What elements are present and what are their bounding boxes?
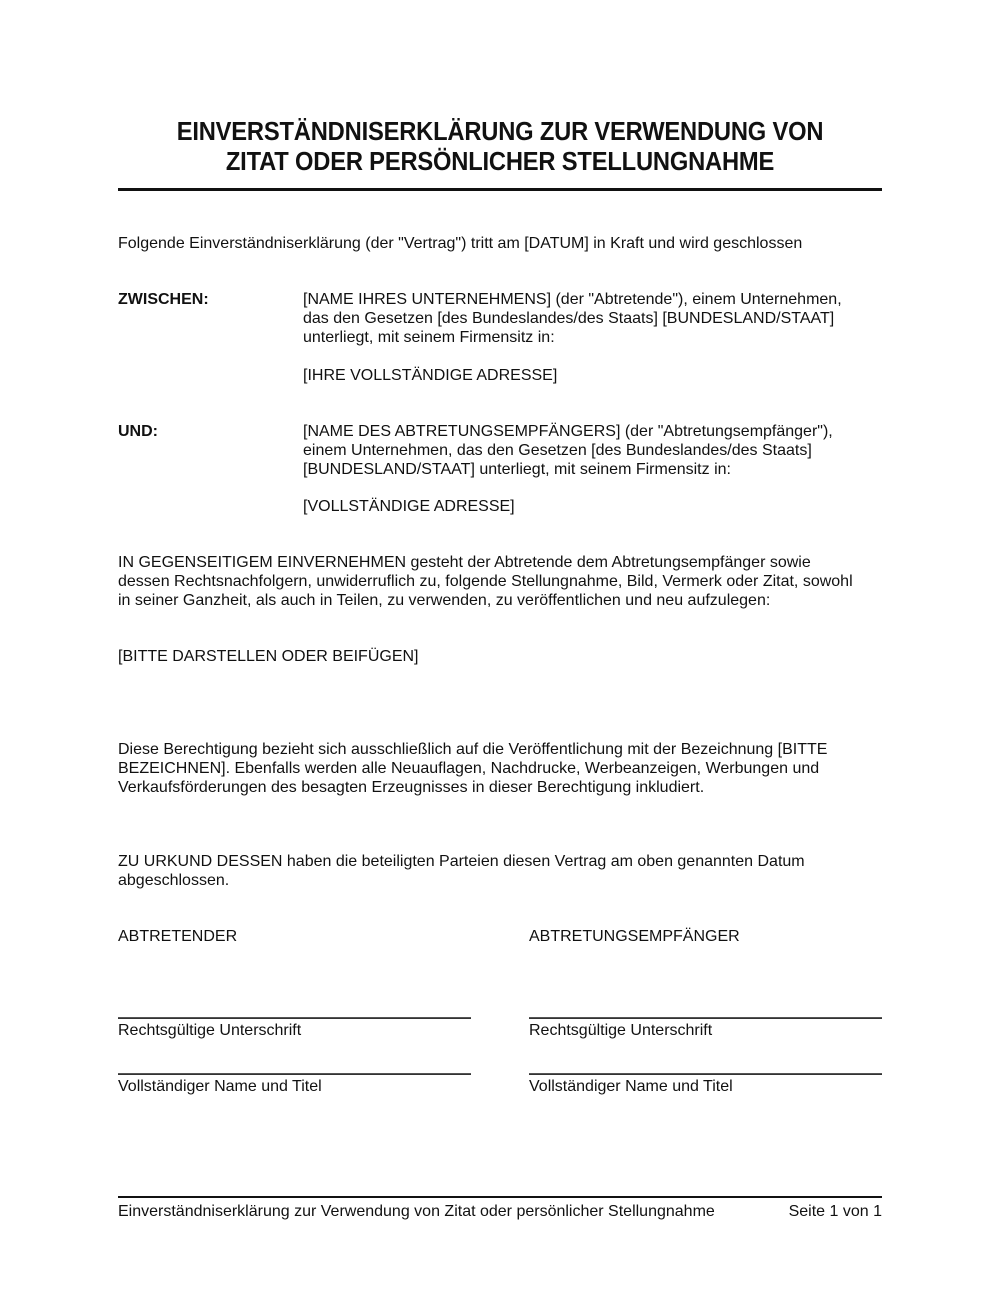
scope-line: Verkaufsförderungen des besagten Erzeugnisses in dieser Berechtigung inkludiert.: [118, 779, 705, 796]
witness-line: abgeschlossen.: [118, 872, 230, 889]
name-line-assignor[interactable]: [118, 1073, 471, 1075]
title-divider: [118, 188, 882, 191]
scope-line: BEZEICHNEN]. Ebenfalls werden alle Neuauflagen, Nachdrucke, Werbeanzeigen, Werbungen und: [118, 760, 820, 777]
party1-address: [IHRE VOLLSTÄNDIGE ADRESSE]: [303, 367, 558, 384]
signature-label: Rechtsgültige Unterschrift: [529, 1022, 713, 1039]
document-title: [145, 117, 856, 177]
document-page: [118, 0, 882, 1290]
party2-label: UND:: [118, 423, 158, 440]
attach-placeholder: [BITTE DARSTELLEN ODER BEIFÜGEN]: [118, 648, 419, 665]
party2-line: [NAME DES ABTRETUNGSEMPFÄNGERS] (der "Abtretungsempfänger"),: [303, 423, 833, 440]
party1-line: [NAME IHRES UNTERNEHMENS] (der "Abtretende"), einem Unternehmen,: [303, 291, 842, 308]
party1-line: unterliegt, mit seinem Firmensitz in:: [303, 329, 555, 346]
footer-divider: [118, 1196, 882, 1198]
consent-line: in seiner Ganzheit, als auch in Teilen, zu verwenden, zu veröffentlichen und neu aufzulegen:: [118, 592, 771, 609]
witness-line: ZU URKUND DESSEN haben die beteiligten Parteien diesen Vertrag am oben genannten Datum: [118, 853, 805, 870]
signature-heading-assignor: ABTRETENDER: [118, 928, 238, 945]
signature-line-assignor[interactable]: [118, 1017, 471, 1019]
title-line-2: ZITAT ODER PERSÖNLICHER STELLUNGNAHME: [225, 148, 775, 176]
party2-line: einem Unternehmen, das den Gesetzen [des Bundeslandes/des Staats]: [303, 442, 812, 459]
consent-line: IN GEGENSEITIGEM EINVERNEHMEN gesteht der Abtretende dem Abtretungsempfänger sowie: [118, 554, 811, 571]
party1-line: das den Gesetzen [des Bundeslandes/des Staats] [BUNDESLAND/STAAT]: [303, 310, 835, 327]
party2-line: [BUNDESLAND/STAAT] unterliegt, mit seinem Firmensitz in:: [303, 461, 731, 478]
party2-address: [VOLLSTÄNDIGE ADRESSE]: [303, 498, 515, 515]
intro-text: Folgende Einverständniserklärung (der "Vertrag") tritt am [DATUM] in Kraft und wird geschlossen: [118, 235, 803, 252]
title-line-1: EINVERSTÄNDNISERKLÄRUNG ZUR VERWENDUNG VON: [176, 118, 824, 146]
name-title-label: Vollständiger Name und Titel: [529, 1078, 733, 1095]
signature-line-assignee[interactable]: [529, 1017, 882, 1019]
scope-line: Diese Berechtigung bezieht sich ausschließlich auf die Veröffentlichung mit der Bezeichnung [BITTE: [118, 741, 828, 758]
signature-heading-assignee: ABTRETUNGSEMPFÄNGER: [529, 928, 740, 945]
signature-label: Rechtsgültige Unterschrift: [118, 1022, 302, 1039]
page-number: Seite 1 von 1: [788, 1203, 882, 1220]
footer-title: Einverständniserklärung zur Verwendung von Zitat oder persönlicher Stellungnahme: [118, 1203, 715, 1220]
party1-label: ZWISCHEN:: [118, 291, 209, 308]
name-line-assignee[interactable]: [529, 1073, 882, 1075]
name-title-label: Vollständiger Name und Titel: [118, 1078, 322, 1095]
consent-line: dessen Rechtsnachfolgern, unwiderruflich zu, folgende Stellungnahme, Bild, Vermerk oder Zitat, sowohl: [118, 573, 853, 590]
